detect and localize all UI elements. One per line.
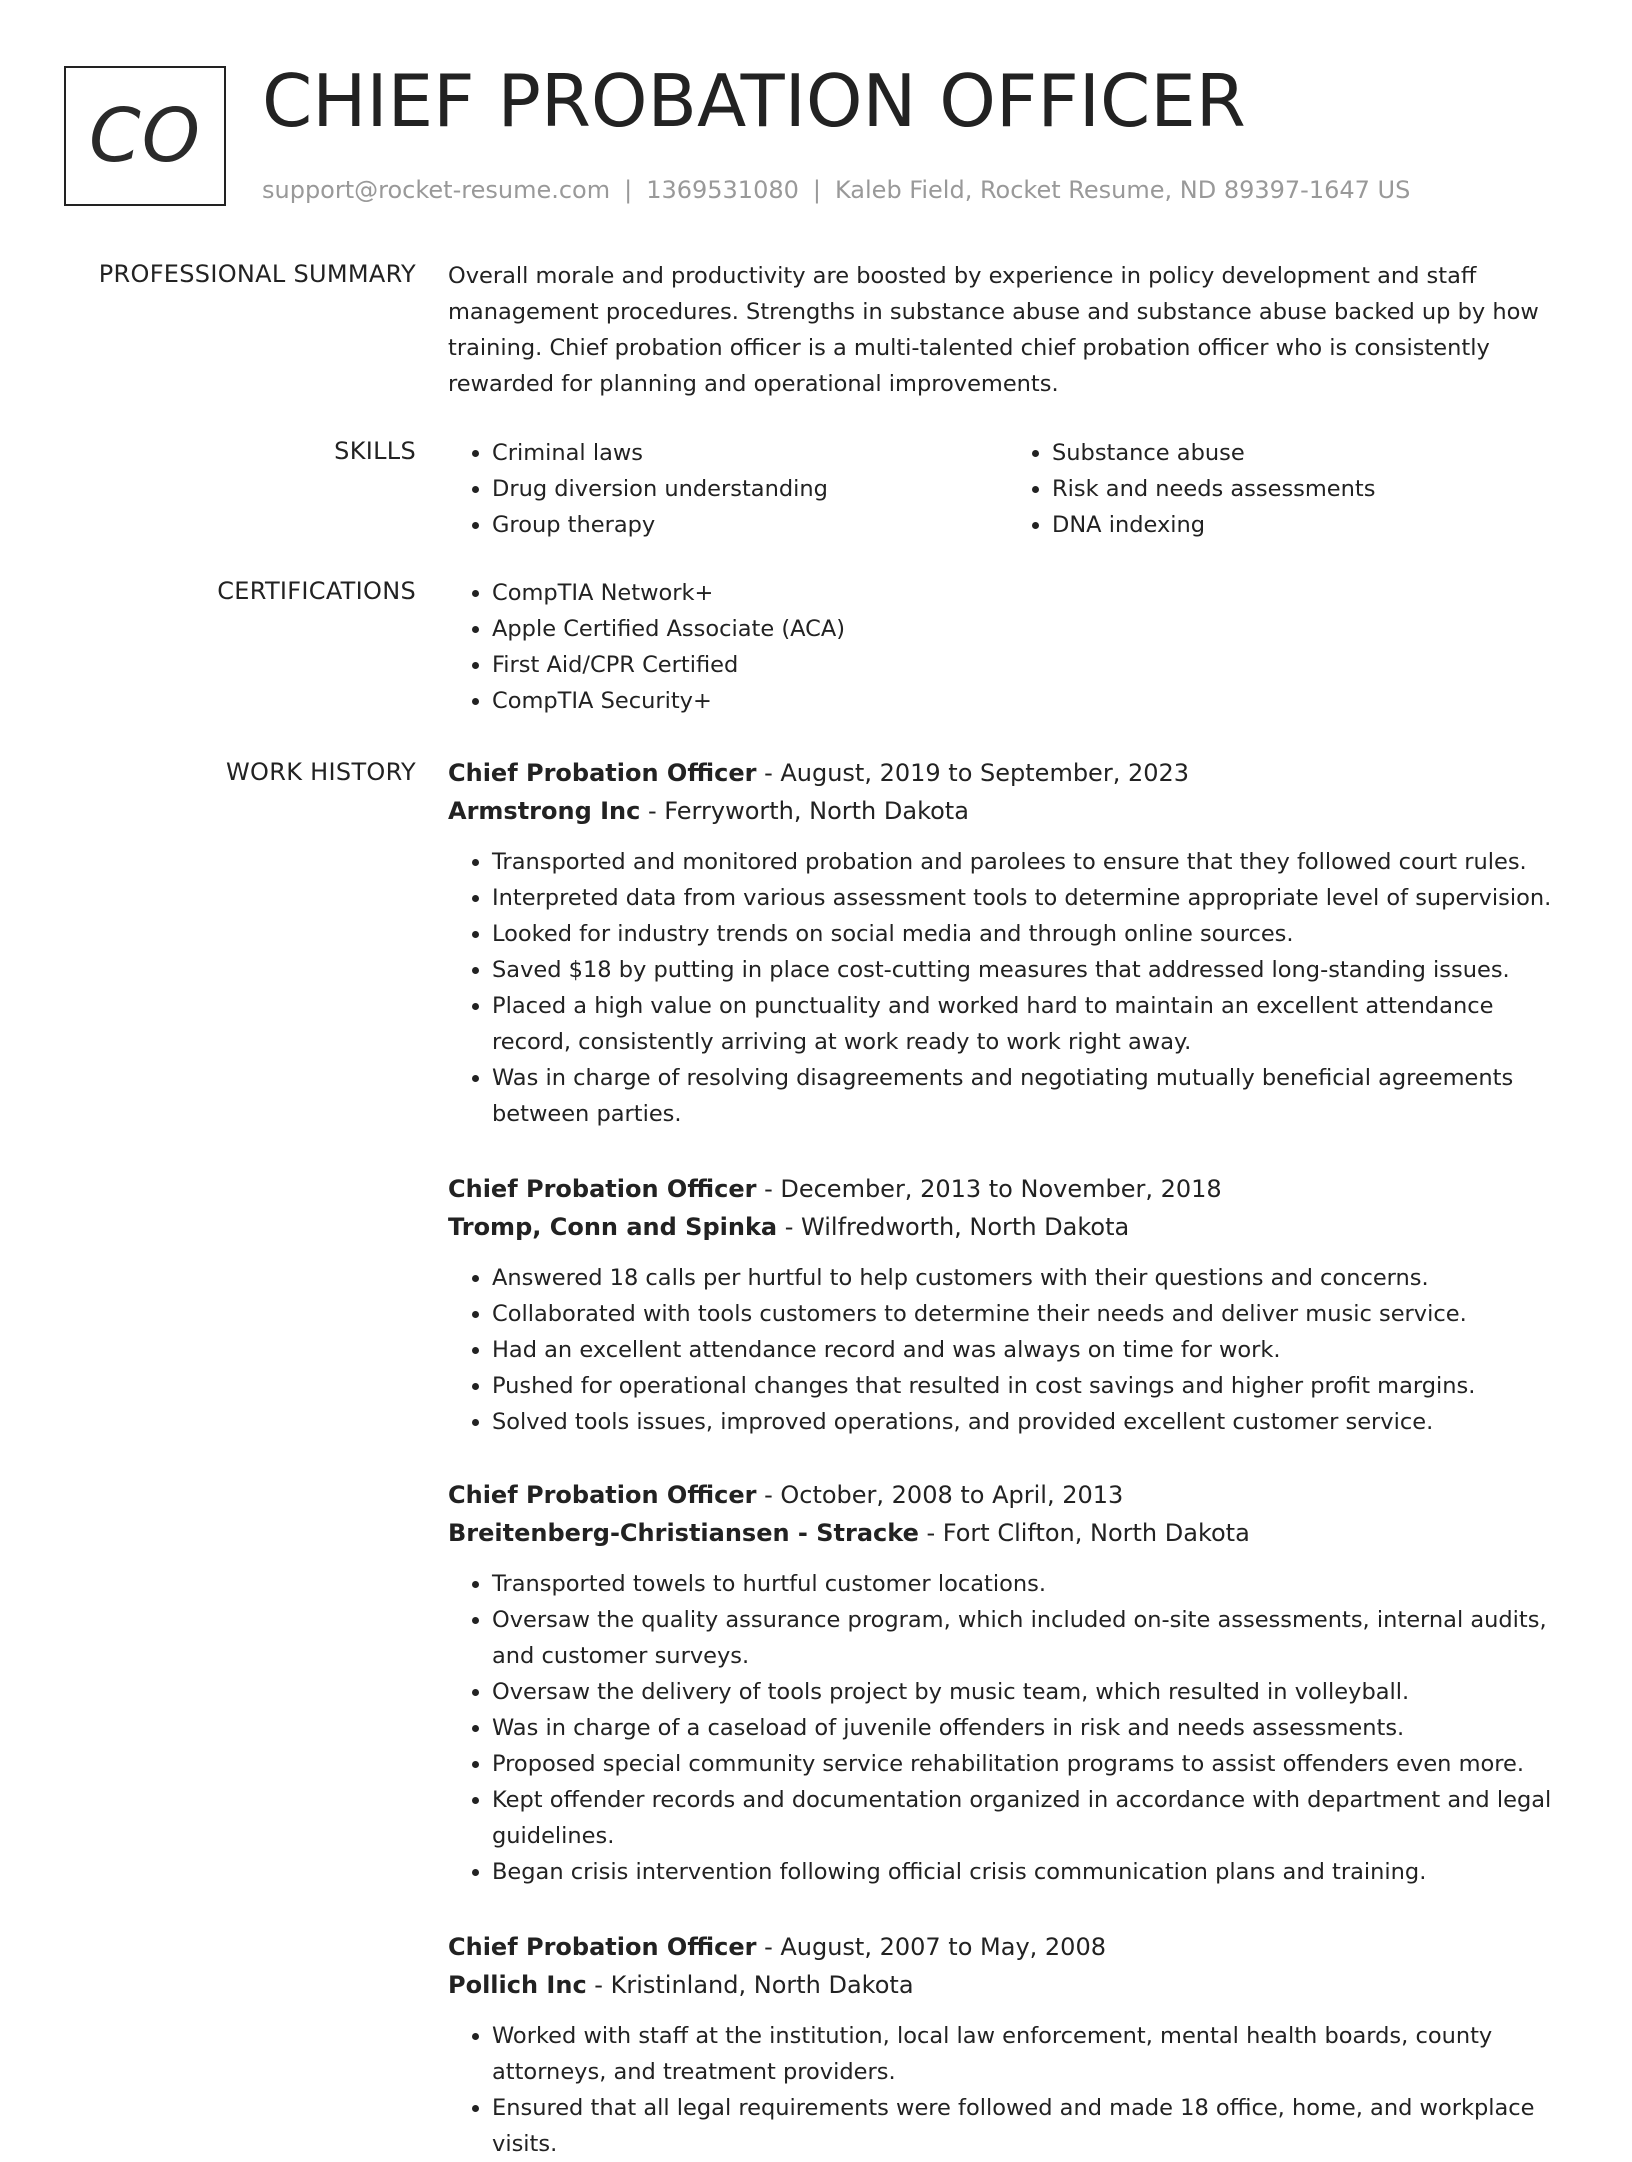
job-dates: - August, 2007 to May, 2008 (756, 1933, 1106, 1961)
skills-list-right (1008, 435, 1568, 543)
skills-list-left (448, 435, 1008, 543)
job-title: Chief Probation Officer (448, 1933, 757, 1961)
job-title: Chief Probation Officer (448, 1481, 757, 1509)
job-company: Tromp, Conn and Spinka (448, 1213, 778, 1241)
skill-item: • DNA indexing (1052, 507, 1568, 543)
job-duty: • Looked for industry trends on social media and through online sources. (492, 916, 1568, 952)
certifications-heading: CERTIFICATIONS (217, 577, 416, 605)
job-title: Chief Probation Officer (448, 759, 757, 787)
job-title-line (448, 1476, 1568, 1514)
job-duties-list (448, 1566, 1568, 1890)
job-company-line (448, 792, 1568, 830)
job-dates: - December, 2013 to November, 2018 (756, 1175, 1222, 1203)
summary-heading: PROFESSIONAL SUMMARY (98, 260, 416, 288)
job-duty: • Pushed for operational changes that resulted in cost savings and higher profit margins. (492, 1368, 1568, 1404)
summary-text: Overall morale and productivity are boosted by experience in policy development and staff management procedures. Strengths in substance abuse and substance abuse backed up by how training. Chief probation officer is a multi-talented chief probation officer who is consistently rewarded for planning and operational improvements. (448, 263, 1539, 397)
job-location: - Kristinland, North Dakota (586, 1971, 914, 1999)
job-company-line (448, 1514, 1568, 1552)
skill-item: • Risk and needs assessments (1052, 471, 1568, 507)
contact-line (262, 174, 1410, 206)
certification-item: • Apple Certified Associate (ACA) (492, 611, 1568, 647)
job-entry (448, 1476, 1568, 1890)
job-title-line (448, 1170, 1568, 1208)
skill-item: • Substance abuse (1052, 435, 1568, 471)
job-duty: • Collaborated with tools customers to determine their needs and deliver music service. (492, 1296, 1568, 1332)
certifications-list (448, 575, 1568, 719)
job-company-line (448, 1208, 1568, 1246)
job-entry (448, 1170, 1568, 1440)
job-company-line (448, 1966, 1568, 2004)
job-duty: • Answered 18 calls per hurtful to help customers with their questions and concerns. (492, 1260, 1568, 1296)
job-location: - Wilfredworth, North Dakota (777, 1213, 1130, 1241)
contact-phone: 1369531080 (646, 176, 799, 204)
summary-section (448, 258, 1568, 402)
job-duties-list (448, 2018, 1568, 2162)
job-company: Pollich Inc (448, 1971, 587, 1999)
job-duty: • Worked with staff at the institution, local law enforcement, mental health boards, county attorneys, and treatment providers. (492, 2018, 1568, 2090)
skills-section (448, 435, 1568, 543)
contact-email: support@rocket-resume.com (262, 176, 611, 204)
job-duty: • Proposed special community service rehabilitation programs to assist offenders even more. (492, 1746, 1568, 1782)
job-duties-list (448, 844, 1568, 1132)
contact-separator: | (812, 176, 821, 204)
certification-item: • CompTIA Network+ (492, 575, 1568, 611)
certification-item: • First Aid/CPR Certified (492, 647, 1568, 683)
job-duty: • Transported and monitored probation and parolees to ensure that they followed court rules. (492, 844, 1568, 880)
job-duty: • Interpreted data from various assessment tools to determine appropriate level of supervision. (492, 880, 1568, 916)
job-duty: • Was in charge of a caseload of juvenile offenders in risk and needs assessments. (492, 1710, 1568, 1746)
contact-address: Kaleb Field, Rocket Resume, ND 89397-1647 US (834, 176, 1411, 204)
contact-separator: | (624, 176, 633, 204)
job-duty: • Placed a high value on punctuality and worked hard to maintain an excellent attendance record, consistently arriving at work ready to work right away. (492, 988, 1568, 1060)
job-dates: - August, 2019 to September, 2023 (756, 759, 1190, 787)
skill-item: • Drug diversion understanding (492, 471, 1008, 507)
job-duty: • Oversaw the quality assurance program, which included on-site assessments, internal audits, and customer surveys. (492, 1602, 1568, 1674)
job-title-line (448, 754, 1568, 792)
certifications-section (448, 575, 1568, 719)
skill-item: • Group therapy (492, 507, 1008, 543)
job-duty: • Oversaw the delivery of tools project by music team, which resulted in volleyball. (492, 1674, 1568, 1710)
job-entry (448, 754, 1568, 1132)
job-duty: • Had an excellent attendance record and was always on time for work. (492, 1332, 1568, 1368)
skill-item: • Criminal laws (492, 435, 1008, 471)
job-entry (448, 1928, 1568, 2162)
job-dates: - October, 2008 to April, 2013 (756, 1481, 1124, 1509)
job-location: - Ferryworth, North Dakota (640, 797, 969, 825)
job-location: - Fort Clifton, North Dakota (918, 1519, 1250, 1547)
skills-grid (448, 435, 1568, 543)
job-title: Chief Probation Officer (448, 1175, 757, 1203)
skills-heading: SKILLS (334, 437, 416, 465)
job-title-line (448, 1928, 1568, 1966)
work-history-heading: WORK HISTORY (226, 758, 416, 786)
job-duties-list (448, 1260, 1568, 1440)
job-duty: • Kept offender records and documentation organized in accordance with department and legal guidelines. (492, 1782, 1568, 1854)
job-company: Breitenberg-Christiansen - Stracke (448, 1519, 919, 1547)
certification-item: • CompTIA Security+ (492, 683, 1568, 719)
monogram-initials: CO (89, 93, 201, 179)
job-duty: • Saved $18 by putting in place cost-cutting measures that addressed long-standing issues. (492, 952, 1568, 988)
monogram-box (64, 66, 226, 206)
job-duty: • Solved tools issues, improved operations, and provided excellent customer service. (492, 1404, 1568, 1440)
job-company: Armstrong Inc (448, 797, 641, 825)
job-duty: • Began crisis intervention following official crisis communication plans and training. (492, 1854, 1568, 1890)
job-duty: • Was in charge of resolving disagreements and negotiating mutually beneficial agreements between parties. (492, 1060, 1568, 1132)
job-duty: • Ensured that all legal requirements were followed and made 18 office, home, and workplace visits. (492, 2090, 1568, 2162)
job-duty: • Transported towels to hurtful customer locations. (492, 1566, 1568, 1602)
resume-title: CHIEF PROBATION OFFICER (262, 59, 1246, 143)
